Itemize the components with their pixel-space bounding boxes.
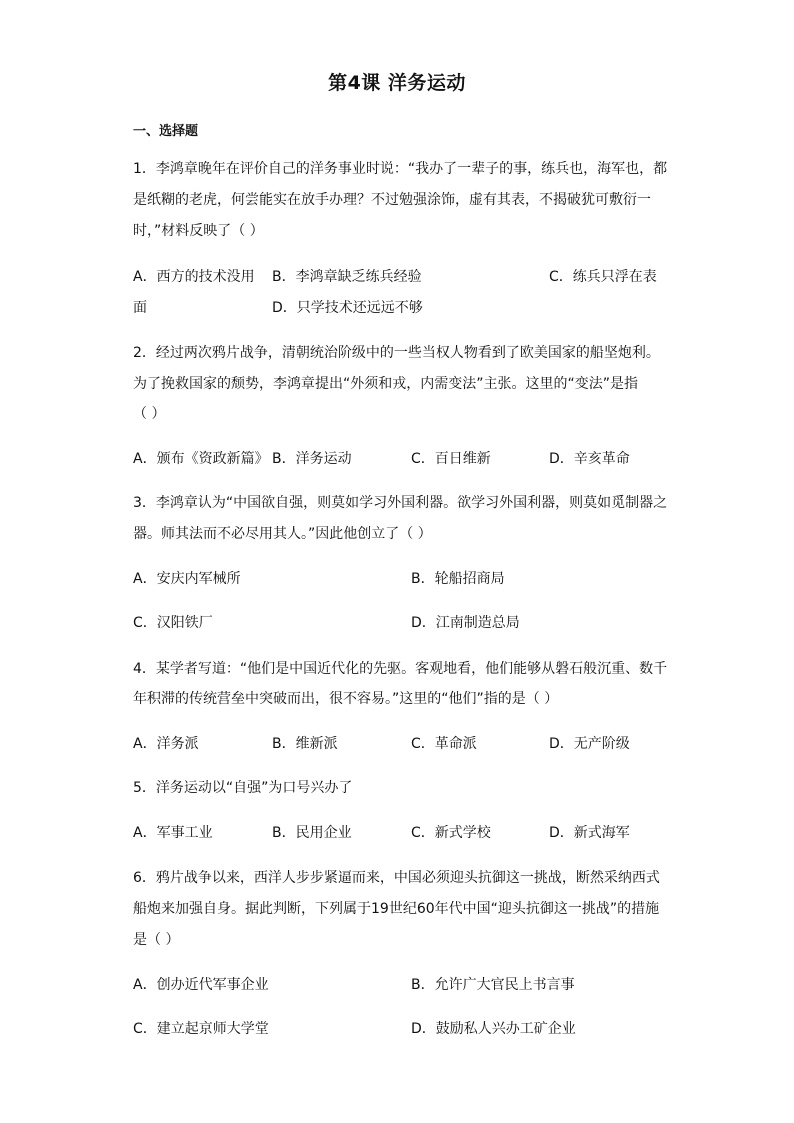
question-6-line-1: 6．鸦片战争以来，西洋人步步紧逼而来，中国必须迎头抗御这一挑战，断然采纳西式 [133, 870, 660, 886]
question-3-option-c: C．汉阳铁厂 [133, 615, 213, 631]
question-4-option-a: A．洋务派 [133, 736, 199, 752]
question-3-option-d: D．江南制造总局 [411, 615, 520, 631]
question-3-line-2: 器。师其法而不必尽用其人。”因此他创立了（ ） [133, 526, 432, 542]
question-3-line-1: 3．李鸿章认为“中国欲自强，则莫如学习外国利器。欲学习外国利器，则莫如觅制器之 [133, 495, 668, 511]
question-4-option-c: C．革命派 [411, 736, 477, 752]
question-4-line-1: 4．某学者写道：“他们是中国近代化的先驱。客观地看，他们能够从磐石般沉重、数千 [133, 661, 668, 677]
question-4-option-b: B．维新派 [272, 736, 338, 752]
question-3-option-a: A．安庆内军械所 [133, 571, 241, 587]
question-5-option-c: C．新式学校 [411, 825, 491, 841]
question-2-option-c: C．百日维新 [411, 451, 491, 467]
question-4-option-d: D．无产阶级 [549, 736, 630, 752]
question-2-option-a: A．颁布《资政新篇》 [133, 451, 269, 467]
question-1-option-a: A．西方的技术没用 [133, 269, 255, 285]
question-5-option-d: D．新式海军 [549, 825, 630, 841]
question-6-option-a: A．创办近代军事企业 [133, 977, 269, 993]
question-5-option-a: A．军事工业 [133, 825, 213, 841]
page-title: 第4课 洋务运动 [328, 72, 466, 94]
question-1-option-c-continued: 面 [133, 300, 147, 316]
question-3-option-b: B．轮船招商局 [411, 571, 505, 587]
question-6-line-2: 船炮来加强自身。据此判断，下列属于19世纪60年代中国“迎头抗御这一挑战”的措施 [133, 901, 660, 917]
question-1-line-2: 是纸糊的老虎，何尝能实在放手办理？不过勉强涂饰，虚有其表，不揭破犹可敷衍一 [133, 192, 651, 208]
question-6-option-c: C．建立起京师大学堂 [133, 1021, 269, 1037]
question-4-line-2: 年积滞的传统营垒中突破而出，很不容易。”这里的“他们”指的是（ ） [133, 691, 559, 707]
question-1-option-b: B．李鸿章缺乏练兵经验 [272, 269, 422, 285]
question-2-line-3: （ ） [133, 406, 166, 422]
question-2-option-b: B．洋务运动 [272, 451, 352, 467]
question-5-line-1: 5．洋务运动以“自强”为口号兴办了 [133, 780, 353, 796]
question-6-line-3: 是（ ） [133, 932, 180, 948]
section-heading: 一、选择题 [133, 124, 199, 139]
question-2-line-2: 为了挽救国家的颓势，李鸿章提出“外须和戎，内需变法”主张。这里的“变法”是指 [133, 376, 639, 392]
question-2-line-1: 2．经过两次鸦片战争，清朝统治阶级中的一些当权人物看到了欧美国家的船坚炮利。 [133, 345, 660, 361]
question-6-option-d: D．鼓励私人兴办工矿企业 [411, 1021, 576, 1037]
question-2-option-d: D．辛亥革命 [549, 451, 630, 467]
question-1-line-3: 时，”材料反映了（ ） [133, 223, 264, 239]
question-1-line-1: 1．李鸿章晚年在评价自己的洋务事业时说：“我办了一辈子的事，练兵也，海军也，都 [133, 161, 668, 177]
question-1-option-c: C．练兵只浮在表 [549, 269, 657, 285]
question-1-option-d: D．只学技术还远远不够 [272, 300, 423, 316]
question-6-option-b: B．允许广大官民上书言事 [411, 977, 575, 993]
question-5-option-b: B．民用企业 [272, 825, 352, 841]
